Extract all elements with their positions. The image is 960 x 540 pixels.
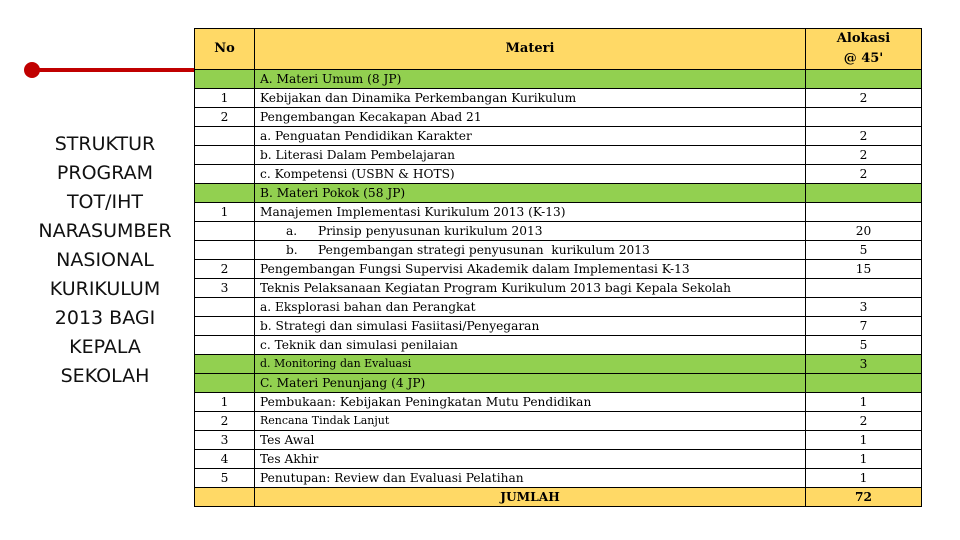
- title-line: 2013 BAGI: [54, 307, 156, 329]
- row-number: 4: [195, 450, 255, 469]
- title-line: TOT/IHT: [66, 191, 144, 213]
- table-row: [195, 279, 922, 298]
- row-number: 1: [195, 393, 255, 412]
- row-number: 2: [195, 412, 255, 431]
- row-number: [195, 70, 255, 89]
- table-row: [195, 450, 922, 469]
- header-alokasi: [806, 29, 922, 70]
- row-number: 2: [195, 108, 255, 127]
- header-alokasi-line2: @ 45': [843, 51, 884, 66]
- table-row: [195, 89, 922, 108]
- curriculum-table: [194, 28, 922, 507]
- section-row: [195, 184, 922, 203]
- table-header: [195, 29, 922, 70]
- row-number: [195, 165, 255, 184]
- header-materi: Materi: [255, 29, 806, 70]
- row-materi: Tes Akhir: [255, 450, 806, 469]
- list-marker: a.: [286, 224, 298, 238]
- row-number: 3: [195, 431, 255, 450]
- row-alokasi: 5: [806, 336, 922, 355]
- row-alokasi: [806, 203, 922, 222]
- row-materi: Pengembangan Fungsi Supervisi Akademik dalam Implementasi K-13: [255, 260, 806, 279]
- table-row: [195, 146, 922, 165]
- row-materi: a. Eksplorasi bahan dan Perangkat: [255, 298, 806, 317]
- row-alokasi: 2: [806, 127, 922, 146]
- table-row: [195, 203, 922, 222]
- table-row: [195, 260, 922, 279]
- section-row: [195, 70, 922, 89]
- table-row: [195, 336, 922, 355]
- materi-text: Prinsip penyusunan kurikulum 2013: [318, 224, 543, 238]
- title-line: KURIKULUM: [49, 278, 161, 300]
- row-number: [195, 317, 255, 336]
- table-row: [195, 317, 922, 336]
- row-materi: A. Materi Umum (8 JP): [255, 70, 806, 89]
- row-alokasi: 7: [806, 317, 922, 336]
- row-materi: c. Kompetensi (USBN & HOTS): [255, 165, 806, 184]
- row-materi: [255, 222, 806, 241]
- row-alokasi: 3: [806, 355, 922, 374]
- row-materi: JUMLAH: [255, 488, 806, 507]
- row-alokasi: 72: [806, 488, 922, 507]
- row-materi: d. Monitoring dan Evaluasi: [255, 355, 806, 374]
- row-alokasi: 2: [806, 146, 922, 165]
- row-number: 5: [195, 469, 255, 488]
- row-materi: Teknis Pelaksanaan Kegiatan Program Kurikulum 2013 bagi Kepala Sekolah: [255, 279, 806, 298]
- row-alokasi: [806, 184, 922, 203]
- title-line: SEKOLAH: [60, 365, 150, 387]
- row-alokasi: 1: [806, 431, 922, 450]
- row-materi: Penutupan: Review dan Evaluasi Pelatihan: [255, 469, 806, 488]
- section-row: [195, 374, 922, 393]
- row-alokasi: 1: [806, 469, 922, 488]
- title-line: NARASUMBER: [38, 220, 172, 242]
- table-row: [195, 241, 922, 260]
- row-materi: Manajemen Implementasi Kurikulum 2013 (K-13): [255, 203, 806, 222]
- table-row: [195, 298, 922, 317]
- header-no: No: [195, 29, 255, 70]
- table-row: [195, 469, 922, 488]
- row-materi: a. Penguatan Pendidikan Karakter: [255, 127, 806, 146]
- row-number: 1: [195, 203, 255, 222]
- row-alokasi: [806, 70, 922, 89]
- row-alokasi: 20: [806, 222, 922, 241]
- row-materi: B. Materi Pokok (58 JP): [255, 184, 806, 203]
- row-materi: Pengembangan Kecakapan Abad 21: [255, 108, 806, 127]
- row-alokasi: 2: [806, 165, 922, 184]
- row-materi: b. Literasi Dalam Pembelajaran: [255, 146, 806, 165]
- row-alokasi: 1: [806, 450, 922, 469]
- slide-title: [14, 130, 196, 391]
- row-materi: Kebijakan dan Dinamika Perkembangan Kurikulum: [255, 89, 806, 108]
- row-alokasi: 15: [806, 260, 922, 279]
- row-materi: c. Teknik dan simulasi penilaian: [255, 336, 806, 355]
- row-materi: Tes Awal: [255, 431, 806, 450]
- row-number: [195, 184, 255, 203]
- row-alokasi: 2: [806, 412, 922, 431]
- row-alokasi: 5: [806, 241, 922, 260]
- row-number: [195, 336, 255, 355]
- row-number: [195, 222, 255, 241]
- row-alokasi: 2: [806, 89, 922, 108]
- row-alokasi: [806, 108, 922, 127]
- row-materi: [255, 241, 806, 260]
- red-connector-line: [32, 68, 195, 72]
- section-row: [195, 355, 922, 374]
- table-row: [195, 393, 922, 412]
- row-number: 3: [195, 279, 255, 298]
- row-alokasi: [806, 279, 922, 298]
- row-materi: b. Strategi dan simulasi Fasiitasi/Penyegaran: [255, 317, 806, 336]
- row-alokasi: 1: [806, 393, 922, 412]
- row-alokasi: [806, 374, 922, 393]
- title-line: NASIONAL: [56, 249, 154, 271]
- materi-text: Pengembangan strategi penyusunan kurikulum 2013: [318, 243, 650, 257]
- row-number: [195, 374, 255, 393]
- row-number: [195, 241, 255, 260]
- row-number: [195, 298, 255, 317]
- row-number: [195, 488, 255, 507]
- header-alokasi-line1: Alokasi: [836, 31, 891, 46]
- row-materi: C. Materi Penunjang (4 JP): [255, 374, 806, 393]
- table-row: [195, 431, 922, 450]
- title-line: KEPALA: [69, 336, 141, 358]
- row-number: [195, 146, 255, 165]
- table-row: [195, 108, 922, 127]
- row-number: 2: [195, 260, 255, 279]
- list-marker: b.: [286, 243, 298, 257]
- row-number: [195, 355, 255, 374]
- title-line: PROGRAM: [56, 162, 154, 184]
- row-materi: Pembukaan: Kebijakan Peningkatan Mutu Pendidikan: [255, 393, 806, 412]
- row-number: 1: [195, 89, 255, 108]
- row-alokasi: 3: [806, 298, 922, 317]
- table-row: [195, 412, 922, 431]
- table-row: [195, 165, 922, 184]
- title-line: STRUKTUR: [54, 133, 156, 155]
- row-number: [195, 127, 255, 146]
- table-body: [195, 70, 922, 507]
- table-row: [195, 222, 922, 241]
- red-connector-dot: [24, 62, 40, 78]
- total-row: [195, 488, 922, 507]
- table-row: [195, 127, 922, 146]
- row-materi: Rencana Tindak Lanjut: [255, 412, 806, 431]
